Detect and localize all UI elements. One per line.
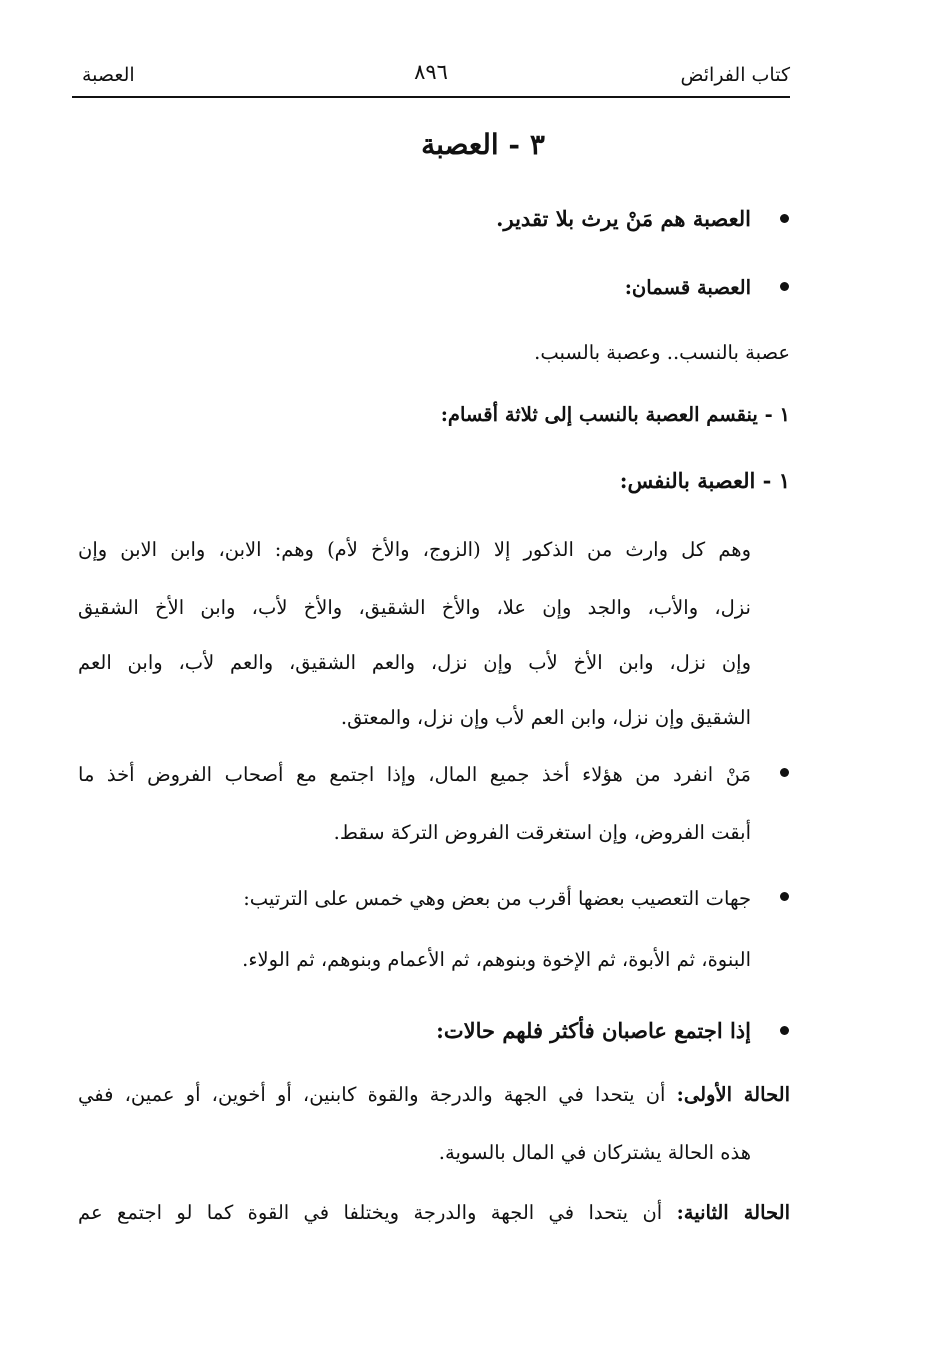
- bullet-dot: [780, 1026, 789, 1035]
- case-two-label: الحالة الثانية:: [676, 1201, 790, 1224]
- case-one-text: أن يتحدا في الجهة والدرجة والقوة كابنين، أو أخوين، أو عمين، ففي: [78, 1083, 666, 1106]
- bullet-dot: [780, 768, 789, 777]
- case-two-text: أن يتحدا في الجهة والدرجة ويختلفا في القوة كما لو اجتمع عم: [78, 1201, 663, 1224]
- paragraph-line: نزل، والأب، والجد وإن علا، والأخ الشقيق، والأخ لأب، وابن الأخ الشقيق: [78, 596, 751, 619]
- chapter-title: العصبة: [82, 64, 135, 86]
- bullet-single-heir-cont: أبقت الفروض، وإن استغرقت الفروض التركة سقط.: [333, 821, 751, 844]
- division-line: عصبة بالنسب.. وعصبة بالسبب.: [534, 341, 790, 364]
- bullet-dot: [780, 892, 789, 901]
- bullet-directions-cont: البنوة، ثم الأبوة، ثم الإخوة وبنوهم، ثم الأعمام وبنوهم، ثم الولاء.: [242, 948, 751, 971]
- bullet-dot: [780, 214, 789, 223]
- book-title: كتاب الفرائض: [680, 64, 790, 86]
- case-one-label: الحالة الأولى:: [676, 1083, 791, 1106]
- paragraph-line: الشقيق وإن نزل، وابن العم لأب وإن نزل، والمعتق.: [340, 706, 751, 729]
- bullet-directions: جهات التعصيب بعضها أقرب من بعض وهي خمس على الترتيب:: [243, 887, 751, 910]
- case-one-cont: هذه الحالة يشتركان في المال بالسوية.: [438, 1141, 751, 1164]
- section-title: ٣ - العصبة: [421, 128, 545, 161]
- bullet-single-heir: مَنْ انفرد من هؤلاء أخذ جميع المال، وإذا اجتمع مع أصحاب الفروض أخذ ما: [78, 763, 751, 786]
- subheading-nasab: ١ - ينقسم العصبة بالنسب إلى ثلاثة أقسام:: [440, 403, 790, 426]
- bullet-cases: إذا اجتمع عاصبان فأكثر فلهم حالات:: [436, 1018, 751, 1043]
- paragraph-line: وإن نزل، وابن الأخ لأب وإن نزل، والعم الشقيق، والعم لأب، وابن العم: [78, 651, 751, 674]
- subheading-nafs: ١ - العصبة بالنفس:: [619, 468, 790, 493]
- page-number: ٨٩٦: [414, 60, 448, 84]
- running-header: [72, 60, 790, 98]
- bullet-definition: العصبة هم مَنْ يرث بلا تقدير.: [496, 206, 751, 231]
- bullet-dot: [780, 282, 789, 291]
- case-two: [78, 1198, 790, 1228]
- bullet-two-kinds: العصبة قسمان:: [624, 276, 751, 299]
- case-one: [78, 1080, 790, 1110]
- paragraph-line: وهم كل وارث من الذكور إلا (الزوج، والأخ لأم) وهم: الابن، وابن الابن وإن: [78, 538, 751, 561]
